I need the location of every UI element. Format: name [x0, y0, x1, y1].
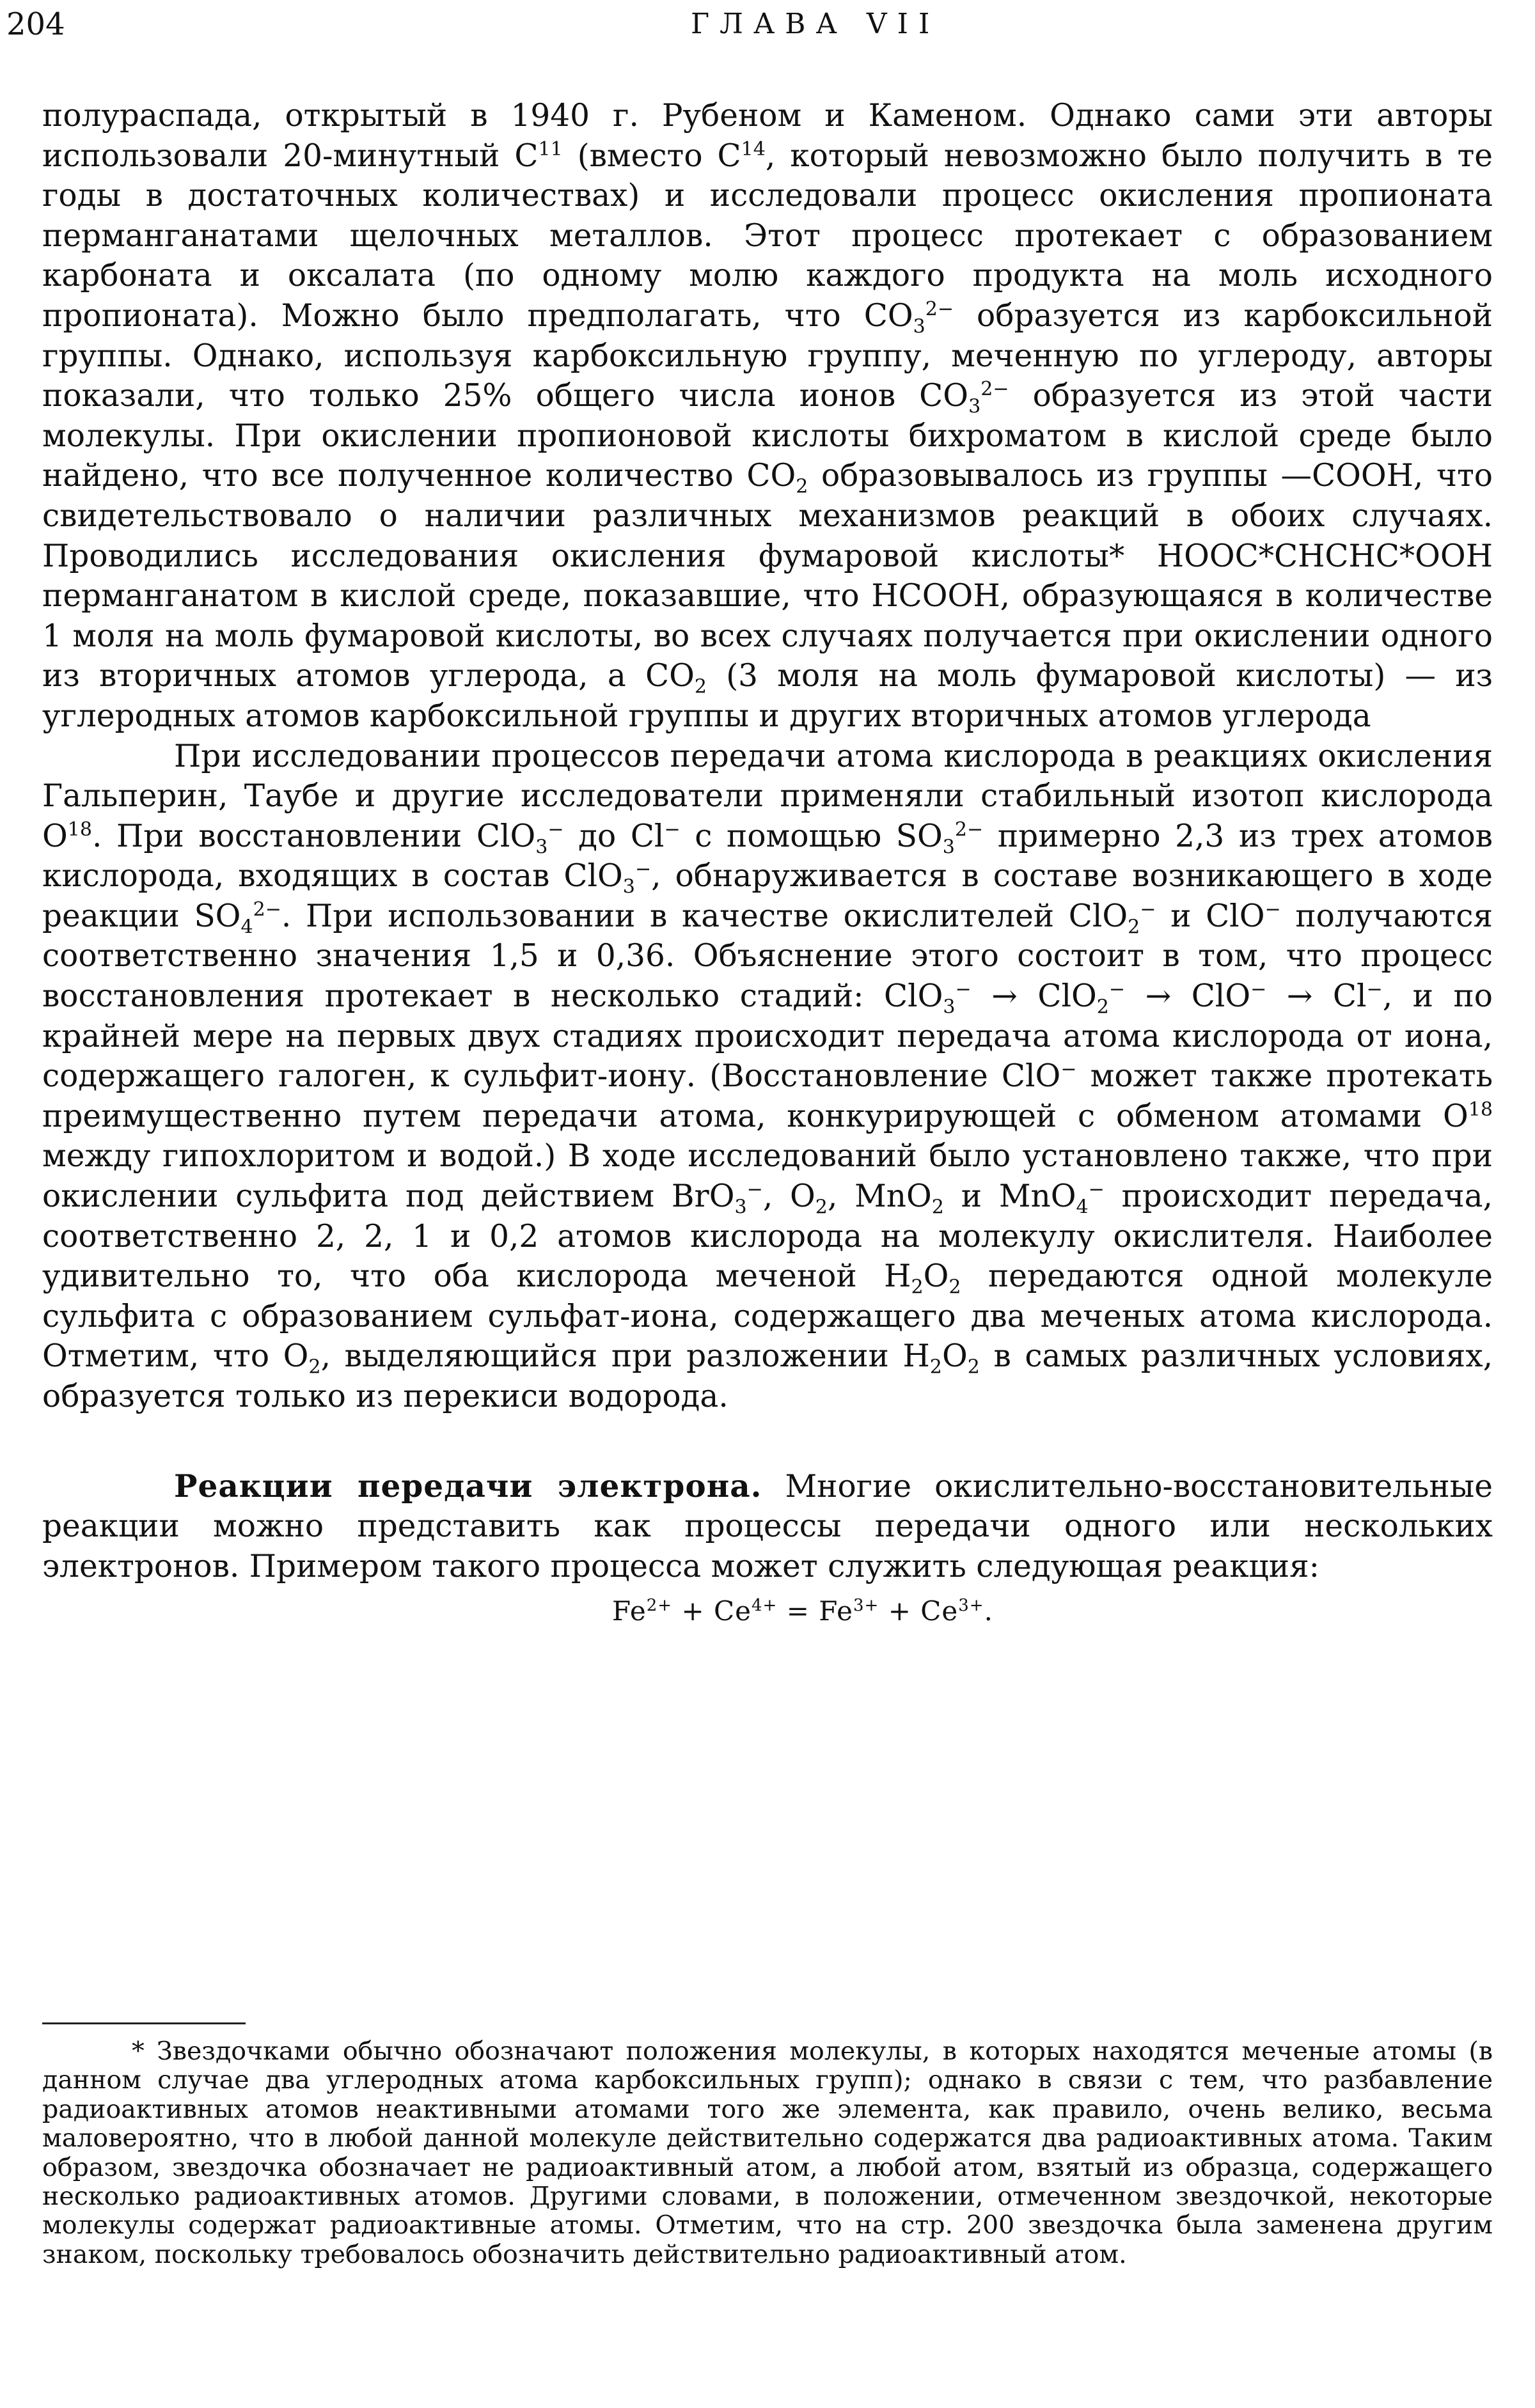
text-run: , выделяющийся при разложении H	[320, 1338, 930, 1375]
text-run: (3 моля на моль фумаровой кислоты) — из углеродных атомов карбоксильной группы и других вторичных атомов углерода	[42, 658, 1493, 734]
reaction-equation	[42, 1591, 1493, 1631]
superscript: 11	[538, 137, 563, 160]
text-run: . При восстановлении ClO	[92, 818, 536, 854]
text-run: Fe	[612, 1595, 647, 1627]
subscript: 2	[308, 1356, 321, 1379]
text-run: образуется из карбоксильной группы. Однако, используя карбоксильную группу, меченную по углероду, авторы показали, что только 25% общего числа ионов CO	[42, 297, 1493, 414]
text-run: → Cl	[1266, 978, 1367, 1015]
subscript: 3	[622, 875, 635, 898]
text-run: примерно 2,3 из трех атомов кислорода, входящих в состав ClO	[42, 818, 1493, 895]
text-run: → ClO	[971, 978, 1097, 1015]
subscript: 2	[931, 1196, 944, 1219]
superscript: 3+	[853, 1596, 879, 1616]
superscript: −	[1140, 898, 1156, 921]
subscript: 3	[734, 1196, 747, 1219]
page-header	[0, 0, 1535, 51]
superscript: −	[547, 818, 564, 841]
superscript: −	[1060, 1058, 1077, 1081]
subscript: 3	[913, 315, 925, 338]
superscript: 2+	[646, 1596, 673, 1616]
subscript: 2	[929, 1356, 942, 1379]
text-run: , который невозможно было получить в те годы в достаточных количествах) и исследовали процесс окисления пропионата перманганатами щелочных металлов. Этот процесс протекает с образованием карбоната и оксалата (по одному молю каждого продукта на моль исходного пропионата). Можно было предполагать, что CO	[42, 137, 1493, 334]
text-run: , и по крайней мере на первых двух стадиях происходит передача атома кислорода от иона, содержащего галоген, к сульфит-иону. (Восстановление ClO	[42, 978, 1493, 1095]
subscript: 2	[949, 1276, 961, 1299]
superscript: 4+	[752, 1596, 778, 1616]
paragraph-electron-transfer	[42, 1467, 1493, 1587]
text-run: полураспада, открытый в 1940 г. Рубеном и Каменом. Однако сами эти авторы использовали 20-минутный C	[42, 98, 1493, 174]
superscript: 14	[741, 137, 766, 160]
superscript: 18	[67, 818, 93, 841]
text-run: = Fe	[777, 1595, 853, 1627]
paragraph-oxygen-transfer	[42, 737, 1493, 1417]
running-head: ГЛАВА VII	[691, 8, 940, 40]
subscript: 3	[535, 836, 548, 859]
subscript: 2	[796, 476, 808, 499]
subscript: 3	[943, 996, 956, 1019]
page-number: 204	[6, 6, 65, 42]
superscript: −	[1264, 898, 1281, 921]
footnote-asterisk: * Звездочками обычно обозначают положения молекулы, в которых находятся меченые атомы (в данном случае два углеродных атома карбоксильных групп); однако в связи с тем, что разбавление радиоактивных атомов неактивными атомами того же элемента, как правило, очень велико, весьма маловероятно, что в любой данной молекуле действительно содержатся два радиоактивных атома. Таким образом, звездочка обозначает не радиоактивный атом, а любой атом, взятый из образца, содержащего несколько радиоактивных атомов. Другими словами, в положении, отмеченном звездочкой, некоторые молекулы содержат радиоактивные атомы. Отметим, что на стр. 200 звездочка была заменена другим знаком, поскольку требовалось обозначить действительно радиоактивный атом.	[42, 2037, 1493, 2269]
footnotes	[42, 2037, 1493, 2269]
text-run: происходит передача, соответственно 2, 2, 1 и 0,2 атомов кислорода на молекулу окислителя. Наиболее удивительно то, что оба кислорода меченой H	[42, 1178, 1493, 1295]
text-run: образуется из этой части молекулы. При окислении пропионовой кислоты бихроматом в кислой среде было найдено, что все полученное количество CO	[42, 378, 1493, 494]
text-run: , обнаруживается в составе возникающего в ходе реакции SO	[42, 858, 1493, 934]
text-run: и MnO	[943, 1178, 1076, 1215]
text-run: , MnO	[827, 1178, 932, 1215]
subscript: 2	[694, 676, 707, 698]
subscript: 2	[1128, 916, 1140, 939]
superscript: −	[634, 858, 652, 881]
text-run: образовывалось из группы —COOH, что свидетельствовало о наличии различных механизмов реакций в обоих случаях. Проводились исследования окисления фумаровой кислоты* HOOC*CHCHC*OOH перманганатом в кислой среде, показавшие, что HCOOH, образующаяся в количестве 1 моля на моль фумаровой кислоты, во всех случаях получается при окислении одного из вторичных атомов углерода, а CO	[42, 458, 1493, 694]
superscript: −	[664, 818, 681, 841]
subscript: 2	[911, 1276, 924, 1299]
text-run: между гипохлоритом и водой.) В ходе исследований было установлено также, что при окислении сульфита под действием BrO	[42, 1138, 1493, 1215]
subscript: 3	[968, 395, 981, 418]
superscript: −	[1250, 978, 1267, 1001]
text-run: до Cl	[563, 818, 665, 854]
paragraph-oxidation-propionate	[42, 96, 1493, 737]
superscript: 3+	[958, 1596, 984, 1616]
superscript: 2−	[954, 818, 984, 841]
superscript: −	[955, 978, 972, 1001]
text-run: При исследовании процессов передачи атома кислорода в реакциях окисления Гальперин, Таубе и другие исследователи применяли стабильный изотоп кислорода O	[42, 738, 1493, 854]
text-run: → ClO	[1125, 978, 1251, 1015]
text-run: O	[941, 1338, 968, 1375]
superscript: 2−	[925, 297, 954, 320]
superscript: −	[746, 1178, 763, 1201]
text-run: + Ce	[879, 1595, 959, 1627]
text-run: с помощью SO	[680, 818, 943, 854]
main-text	[42, 96, 1493, 1631]
text-run: получаются соответственно значения 1,5 и 0,36. Объяснение этого состоит в том, что процесс восстановления протекает в несколько стадий: ClO	[42, 898, 1493, 1015]
superscript: 18	[1468, 1098, 1493, 1121]
superscript: −	[1088, 1178, 1105, 1201]
subscript: 2	[815, 1196, 828, 1219]
text-run: . При использовании в качестве окислителей ClO	[281, 898, 1128, 934]
text-run: может также протекать преимущественно путем передачи атома, конкурирующей с обменом атомами O	[42, 1058, 1493, 1134]
subscript: 4	[240, 916, 253, 939]
text-run: Многие окислительно-восстановительные реакции можно представить как процессы передачи одного или нескольких электронов. Примером такого процесса может служить следующая реакция:	[42, 1468, 1493, 1584]
subscript: 3	[942, 836, 955, 859]
subscript: 2	[1096, 996, 1109, 1019]
text-run: передаются одной молекуле сульфита с образованием сульфат-иона, содержащего два меченых атома кислорода. Отметим, что O	[42, 1258, 1493, 1375]
text-run: .	[984, 1595, 993, 1627]
superscript: 2−	[253, 898, 281, 921]
superscript: 2−	[980, 378, 1009, 400]
superscript: −	[1366, 978, 1383, 1001]
text-run: + Ce	[672, 1595, 752, 1627]
text-run: и ClO	[1156, 898, 1265, 934]
section-title: Реакции передачи электрона.	[174, 1467, 762, 1505]
subscript: 2	[967, 1356, 980, 1379]
text-run: в самых различных условиях, образуется только из перекиси водорода.	[42, 1338, 1493, 1414]
footnote-divider	[42, 2022, 246, 2024]
superscript: −	[1108, 978, 1126, 1001]
subscript: 4	[1076, 1196, 1089, 1219]
text-run: (вместо C	[562, 137, 741, 174]
text-run: O	[923, 1258, 949, 1295]
text-run: , O	[762, 1178, 815, 1215]
